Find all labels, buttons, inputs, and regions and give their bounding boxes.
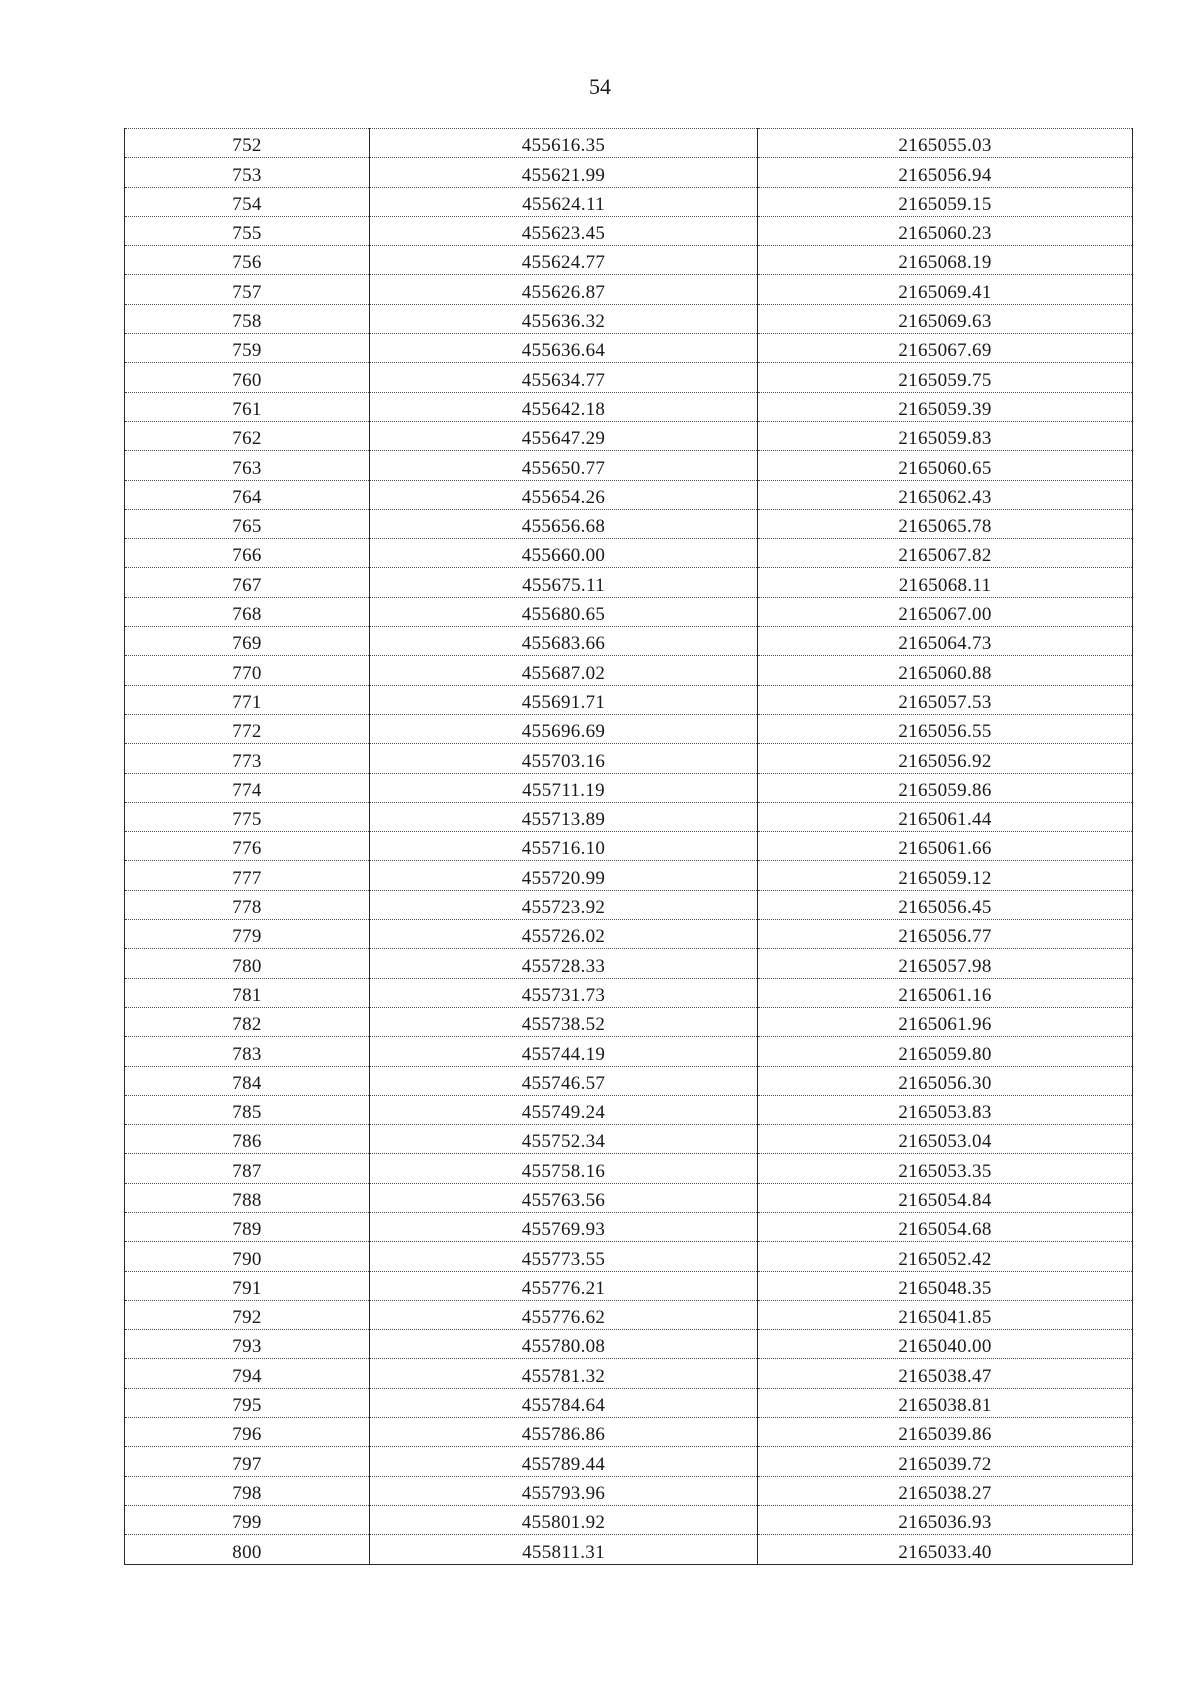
y-coordinate-cell: 2165061.44 [758,802,1133,831]
x-coordinate-cell: 455752.34 [370,1125,758,1154]
x-coordinate-cell: 455616.35 [370,129,758,158]
table-row [125,890,1133,919]
point-number-cell: 776 [125,832,370,861]
y-coordinate-cell: 2165059.75 [758,363,1133,392]
point-number-cell: 770 [125,656,370,685]
y-coordinate-cell: 2165068.11 [758,568,1133,597]
table-row [125,744,1133,773]
point-number-cell: 758 [125,304,370,333]
y-coordinate-cell: 2165059.15 [758,187,1133,216]
point-number-cell: 796 [125,1418,370,1447]
y-coordinate-cell: 2165040.00 [758,1330,1133,1359]
x-coordinate-cell: 455675.11 [370,568,758,597]
x-coordinate-cell: 455811.31 [370,1535,758,1564]
y-coordinate-cell: 2165056.30 [758,1066,1133,1095]
table-row [125,714,1133,743]
x-coordinate-cell: 455691.71 [370,685,758,714]
table-row [125,1330,1133,1359]
x-coordinate-cell: 455780.08 [370,1330,758,1359]
table-row [125,832,1133,861]
y-coordinate-cell: 2165053.04 [758,1125,1133,1154]
y-coordinate-cell: 2165033.40 [758,1535,1133,1564]
x-coordinate-cell: 455647.29 [370,421,758,450]
x-coordinate-cell: 455749.24 [370,1095,758,1124]
table-row [125,304,1133,333]
y-coordinate-cell: 2165038.81 [758,1388,1133,1417]
x-coordinate-cell: 455786.86 [370,1418,758,1447]
point-number-cell: 768 [125,597,370,626]
x-coordinate-cell: 455789.44 [370,1447,758,1476]
x-coordinate-cell: 455793.96 [370,1476,758,1505]
x-coordinate-cell: 455654.26 [370,480,758,509]
point-number-cell: 756 [125,246,370,275]
table-row [125,1242,1133,1271]
y-coordinate-cell: 2165062.43 [758,480,1133,509]
x-coordinate-cell: 455716.10 [370,832,758,861]
table-row [125,656,1133,685]
table-row [125,1447,1133,1476]
y-coordinate-cell: 2165067.00 [758,597,1133,626]
table-row [125,509,1133,538]
table-row [125,216,1133,245]
x-coordinate-cell: 455738.52 [370,1007,758,1036]
x-coordinate-cell: 455776.62 [370,1300,758,1329]
point-number-cell: 779 [125,920,370,949]
table-row [125,451,1133,480]
y-coordinate-cell: 2165039.86 [758,1418,1133,1447]
y-coordinate-cell: 2165069.63 [758,304,1133,333]
table-row [125,685,1133,714]
page-number: 54 [589,74,611,99]
table-row [125,978,1133,1007]
table-row [125,158,1133,187]
point-number-cell: 769 [125,627,370,656]
coordinate-table [124,128,1133,1565]
table-row [125,1388,1133,1417]
point-number-cell: 789 [125,1212,370,1241]
point-number-cell: 782 [125,1007,370,1036]
y-coordinate-cell: 2165056.77 [758,920,1133,949]
table-row [125,773,1133,802]
point-number-cell: 791 [125,1271,370,1300]
x-coordinate-cell: 455731.73 [370,978,758,1007]
x-coordinate-cell: 455773.55 [370,1242,758,1271]
table-row [125,949,1133,978]
point-number-cell: 778 [125,890,370,919]
point-number-cell: 790 [125,1242,370,1271]
table-row [125,1212,1133,1241]
point-number-cell: 787 [125,1154,370,1183]
table-row [125,861,1133,890]
y-coordinate-cell: 2165038.27 [758,1476,1133,1505]
y-coordinate-cell: 2165038.47 [758,1359,1133,1388]
y-coordinate-cell: 2165057.98 [758,949,1133,978]
table-row [125,1505,1133,1534]
table-row [125,480,1133,509]
y-coordinate-cell: 2165060.65 [758,451,1133,480]
point-number-cell: 792 [125,1300,370,1329]
x-coordinate-cell: 455626.87 [370,275,758,304]
y-coordinate-cell: 2165061.96 [758,1007,1133,1036]
x-coordinate-cell: 455763.56 [370,1183,758,1212]
x-coordinate-cell: 455642.18 [370,392,758,421]
point-number-cell: 764 [125,480,370,509]
point-number-cell: 785 [125,1095,370,1124]
x-coordinate-cell: 455713.89 [370,802,758,831]
x-coordinate-cell: 455784.64 [370,1388,758,1417]
table-row [125,129,1133,158]
x-coordinate-cell: 455634.77 [370,363,758,392]
point-number-cell: 800 [125,1535,370,1564]
table-row [125,1476,1133,1505]
y-coordinate-cell: 2165059.83 [758,421,1133,450]
y-coordinate-cell: 2165067.69 [758,334,1133,363]
point-number-cell: 774 [125,773,370,802]
y-coordinate-cell: 2165064.73 [758,627,1133,656]
point-number-cell: 753 [125,158,370,187]
coordinate-table-body [125,129,1133,1565]
point-number-cell: 793 [125,1330,370,1359]
point-number-cell: 780 [125,949,370,978]
y-coordinate-cell: 2165036.93 [758,1505,1133,1534]
table-row [125,1183,1133,1212]
x-coordinate-cell: 455687.02 [370,656,758,685]
table-row [125,1037,1133,1066]
y-coordinate-cell: 2165060.23 [758,216,1133,245]
point-number-cell: 773 [125,744,370,773]
point-number-cell: 767 [125,568,370,597]
x-coordinate-cell: 455726.02 [370,920,758,949]
x-coordinate-cell: 455623.45 [370,216,758,245]
y-coordinate-cell: 2165060.88 [758,656,1133,685]
x-coordinate-cell: 455650.77 [370,451,758,480]
table-row [125,1154,1133,1183]
point-number-cell: 765 [125,509,370,538]
y-coordinate-cell: 2165059.80 [758,1037,1133,1066]
x-coordinate-cell: 455621.99 [370,158,758,187]
point-number-cell: 752 [125,129,370,158]
y-coordinate-cell: 2165059.39 [758,392,1133,421]
y-coordinate-cell: 2165048.35 [758,1271,1133,1300]
y-coordinate-cell: 2165059.86 [758,773,1133,802]
table-row [125,392,1133,421]
table-row [125,920,1133,949]
y-coordinate-cell: 2165059.12 [758,861,1133,890]
table-row [125,246,1133,275]
x-coordinate-cell: 455769.93 [370,1212,758,1241]
point-number-cell: 799 [125,1505,370,1534]
point-number-cell: 757 [125,275,370,304]
y-coordinate-cell: 2165039.72 [758,1447,1133,1476]
table-row [125,275,1133,304]
table-row [125,1007,1133,1036]
y-coordinate-cell: 2165055.03 [758,129,1133,158]
table-row [125,568,1133,597]
table-row [125,1125,1133,1154]
x-coordinate-cell: 455746.57 [370,1066,758,1095]
table-row [125,363,1133,392]
table-row [125,627,1133,656]
x-coordinate-cell: 455776.21 [370,1271,758,1300]
y-coordinate-cell: 2165065.78 [758,509,1133,538]
y-coordinate-cell: 2165061.66 [758,832,1133,861]
point-number-cell: 755 [125,216,370,245]
table-row [125,1271,1133,1300]
y-coordinate-cell: 2165053.83 [758,1095,1133,1124]
x-coordinate-cell: 455683.66 [370,627,758,656]
x-coordinate-cell: 455624.11 [370,187,758,216]
x-coordinate-cell: 455656.68 [370,509,758,538]
point-number-cell: 754 [125,187,370,216]
point-number-cell: 759 [125,334,370,363]
y-coordinate-cell: 2165054.84 [758,1183,1133,1212]
table-row [125,539,1133,568]
table-row [125,187,1133,216]
x-coordinate-cell: 455720.99 [370,861,758,890]
point-number-cell: 771 [125,685,370,714]
point-number-cell: 762 [125,421,370,450]
y-coordinate-cell: 2165068.19 [758,246,1133,275]
y-coordinate-cell: 2165052.42 [758,1242,1133,1271]
x-coordinate-cell: 455636.64 [370,334,758,363]
table-row [125,1359,1133,1388]
x-coordinate-cell: 455696.69 [370,714,758,743]
x-coordinate-cell: 455711.19 [370,773,758,802]
table-row [125,1535,1133,1564]
x-coordinate-cell: 455680.65 [370,597,758,626]
point-number-cell: 763 [125,451,370,480]
table-row [125,1066,1133,1095]
x-coordinate-cell: 455728.33 [370,949,758,978]
point-number-cell: 775 [125,802,370,831]
point-number-cell: 760 [125,363,370,392]
x-coordinate-cell: 455660.00 [370,539,758,568]
x-coordinate-cell: 455758.16 [370,1154,758,1183]
table-row [125,1095,1133,1124]
point-number-cell: 766 [125,539,370,568]
point-number-cell: 786 [125,1125,370,1154]
y-coordinate-cell: 2165069.41 [758,275,1133,304]
point-number-cell: 781 [125,978,370,1007]
table-row [125,1418,1133,1447]
x-coordinate-cell: 455723.92 [370,890,758,919]
point-number-cell: 795 [125,1388,370,1417]
y-coordinate-cell: 2165056.55 [758,714,1133,743]
point-number-cell: 772 [125,714,370,743]
x-coordinate-cell: 455624.77 [370,246,758,275]
y-coordinate-cell: 2165056.94 [758,158,1133,187]
y-coordinate-cell: 2165061.16 [758,978,1133,1007]
point-number-cell: 797 [125,1447,370,1476]
point-number-cell: 761 [125,392,370,421]
point-number-cell: 788 [125,1183,370,1212]
x-coordinate-cell: 455703.16 [370,744,758,773]
y-coordinate-cell: 2165057.53 [758,685,1133,714]
y-coordinate-cell: 2165056.92 [758,744,1133,773]
table-row [125,334,1133,363]
y-coordinate-cell: 2165067.82 [758,539,1133,568]
y-coordinate-cell: 2165041.85 [758,1300,1133,1329]
point-number-cell: 794 [125,1359,370,1388]
x-coordinate-cell: 455801.92 [370,1505,758,1534]
y-coordinate-cell: 2165056.45 [758,890,1133,919]
point-number-cell: 784 [125,1066,370,1095]
point-number-cell: 783 [125,1037,370,1066]
point-number-cell: 798 [125,1476,370,1505]
point-number-cell: 777 [125,861,370,890]
y-coordinate-cell: 2165054.68 [758,1212,1133,1241]
table-row [125,597,1133,626]
x-coordinate-cell: 455781.32 [370,1359,758,1388]
x-coordinate-cell: 455744.19 [370,1037,758,1066]
table-row [125,1300,1133,1329]
x-coordinate-cell: 455636.32 [370,304,758,333]
table-row [125,421,1133,450]
table-row [125,802,1133,831]
y-coordinate-cell: 2165053.35 [758,1154,1133,1183]
